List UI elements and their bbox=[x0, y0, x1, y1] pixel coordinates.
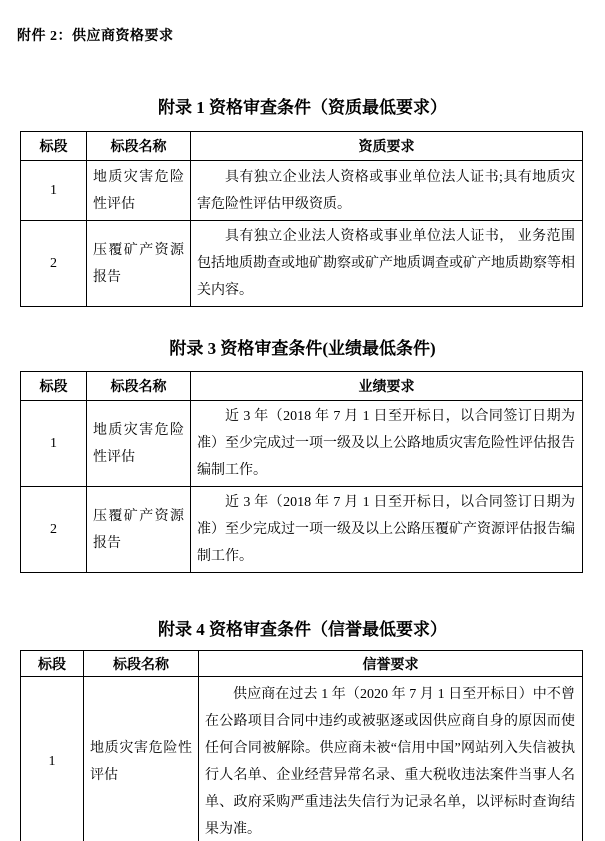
appendix-1-heading: 附录 1 资格审查条件（资质最低要求） bbox=[158, 98, 447, 117]
lot-name-cell: 压覆矿产资源报告 bbox=[87, 487, 191, 573]
credentials-table-header-row bbox=[21, 132, 583, 161]
lot-number-cell: 1 bbox=[21, 677, 84, 841]
appendix-3-heading: 附录 3 资格审查条件(业绩最低条件) bbox=[169, 339, 436, 358]
column-header-lot-name: 标段名称 bbox=[87, 132, 191, 161]
lot-name-cell: 地质灾害危险性评估 bbox=[87, 401, 191, 487]
column-header-performance-requirement: 业绩要求 bbox=[191, 372, 583, 401]
table-row bbox=[21, 161, 583, 221]
column-header-lot: 标段 bbox=[21, 651, 84, 677]
column-header-credentials-requirement: 资质要求 bbox=[191, 132, 583, 161]
credentials-requirements-table bbox=[20, 131, 583, 307]
table-row bbox=[21, 401, 583, 487]
performance-requirements-table bbox=[20, 371, 583, 573]
requirement-cell: 供应商在过去 1 年（2020 年 7 月 1 日至开标日）中不曾在公路项目合同中违约或被驱逐或因供应商自身的原因而使任何合同被解除。供应商未被“信用中国”网站列入失信被执行人名单、企业经营异常名录、重大税收违法案件当事人名单、政府采购严重违法失信行为记录名单，以评标时查询结果为准。 bbox=[199, 677, 583, 841]
column-header-lot: 标段 bbox=[21, 372, 87, 401]
performance-table-header-row bbox=[21, 372, 583, 401]
requirement-cell: 具有独立企业法人资格或事业单位法人证书;具有地质灾害危险性评估甲级资质。 bbox=[191, 161, 583, 221]
table-row bbox=[21, 221, 583, 307]
requirement-cell: 近 3 年（2018 年 7 月 1 日至开标日，以合同签订日期为准）至少完成过一项一级及以上公路地质灾害危险性评估报告编制工作。 bbox=[191, 401, 583, 487]
table-row bbox=[21, 487, 583, 573]
requirement-cell: 近 3 年（2018 年 7 月 1 日至开标日，以合同签订日期为准）至少完成过一项一级及以上公路压覆矿产资源评估报告编制工作。 bbox=[191, 487, 583, 573]
appendix-4-heading: 附录 4 资格审查条件（信誉最低要求） bbox=[158, 620, 447, 639]
column-header-lot-name: 标段名称 bbox=[84, 651, 199, 677]
reputation-requirements-table bbox=[20, 650, 583, 841]
column-header-lot-name: 标段名称 bbox=[87, 372, 191, 401]
lot-number-cell: 2 bbox=[21, 221, 87, 307]
lot-number-cell: 1 bbox=[21, 161, 87, 221]
column-header-reputation-requirement: 信誉要求 bbox=[199, 651, 583, 677]
lot-name-cell: 地质灾害危险性评估 bbox=[84, 677, 199, 841]
lot-name-cell: 地质灾害危险性评估 bbox=[87, 161, 191, 221]
lot-name-cell: 压覆矿产资源报告 bbox=[87, 221, 191, 307]
requirement-cell: 具有独立企业法人资格或事业单位法人证书， 业务范围包括地质勘查或地矿勘察或矿产地质调查或矿产地质勘察等相关内容。 bbox=[191, 221, 583, 307]
lot-number-cell: 2 bbox=[21, 487, 87, 573]
table-row bbox=[21, 677, 583, 841]
column-header-lot: 标段 bbox=[21, 132, 87, 161]
reputation-table-header-row bbox=[21, 651, 583, 677]
lot-number-cell: 1 bbox=[21, 401, 87, 487]
document-title: 附件 2：供应商资格要求 bbox=[17, 29, 174, 44]
